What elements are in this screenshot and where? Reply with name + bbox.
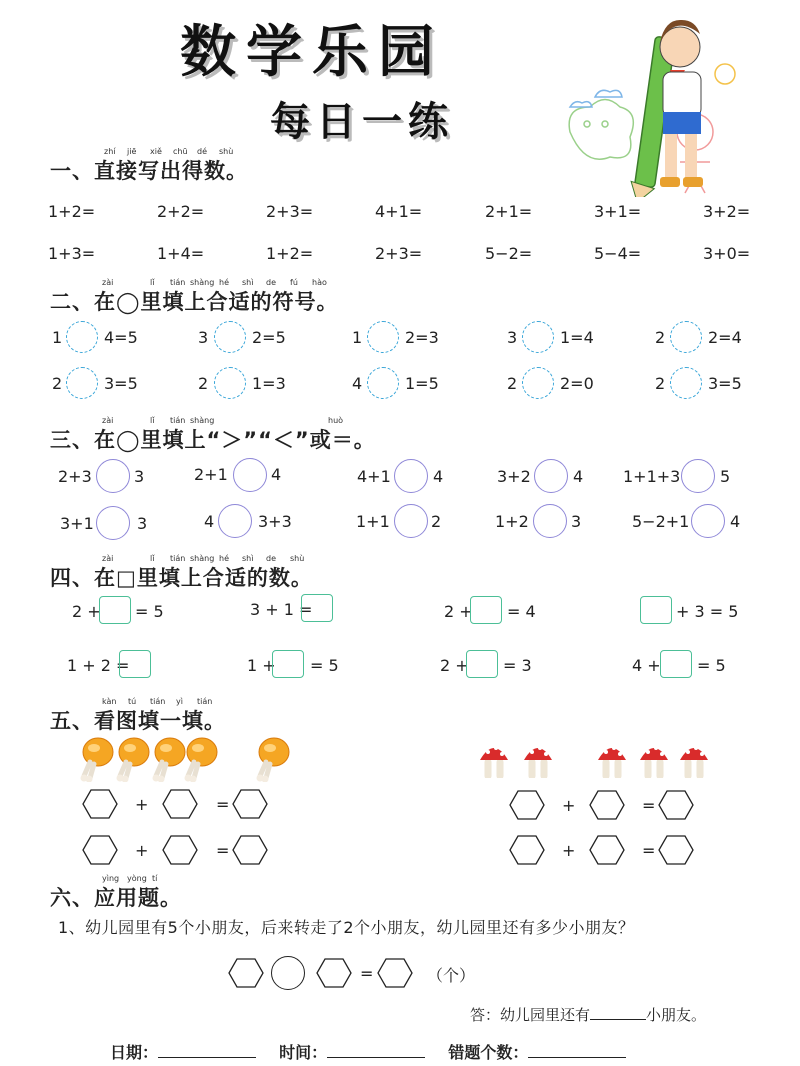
- compare-circle[interactable]: [394, 459, 428, 493]
- boy-with-pencil-illustration: [555, 12, 745, 197]
- hexagon-box[interactable]: [589, 835, 625, 865]
- operand: 4: [271, 465, 282, 484]
- equals-sign: =: [642, 841, 656, 860]
- operand: 4: [352, 374, 363, 393]
- operand: 4+1: [357, 467, 391, 486]
- operand: 1+2: [495, 512, 529, 531]
- operand: 2: [431, 512, 442, 531]
- operand: 2+1: [194, 465, 228, 484]
- answer-box[interactable]: [470, 596, 502, 624]
- hexagon-box[interactable]: [232, 835, 268, 865]
- problem: 4+1=: [375, 202, 423, 221]
- pinyin: dé: [197, 147, 207, 156]
- operand: 3: [198, 328, 209, 347]
- pinyin: xiě: [150, 147, 162, 156]
- date-field[interactable]: [158, 1057, 256, 1058]
- pinyin: tián: [170, 278, 186, 287]
- pinyin: huò: [328, 416, 344, 425]
- hexagon-box[interactable]: [509, 790, 545, 820]
- answer-circle[interactable]: [367, 321, 399, 353]
- pinyin: kàn: [102, 697, 117, 706]
- hexagon-box[interactable]: [658, 790, 694, 820]
- answer-box[interactable]: [301, 594, 333, 622]
- answer-circle[interactable]: [66, 367, 98, 399]
- mushroom-icon: [478, 738, 718, 778]
- operand: 3+3: [258, 512, 292, 531]
- compare-circle[interactable]: [534, 459, 568, 493]
- answer-blank[interactable]: [590, 1019, 646, 1020]
- operand: 3+2: [497, 467, 531, 486]
- operand: 2=0: [560, 374, 594, 393]
- pinyin: zài: [102, 416, 114, 425]
- problem: 2+1=: [485, 202, 533, 221]
- answer-box[interactable]: [466, 650, 498, 678]
- pinyin: lǐ: [150, 416, 155, 425]
- hexagon-box[interactable]: [162, 789, 198, 819]
- answer-circle[interactable]: [66, 321, 98, 353]
- answer-box[interactable]: [640, 596, 672, 624]
- answer-circle[interactable]: [522, 321, 554, 353]
- answer-prefix: 答：幼儿园里还有: [470, 1006, 591, 1024]
- problem: 3+1=: [594, 202, 642, 221]
- operand: 4=5: [104, 328, 138, 347]
- pinyin: shàng: [190, 278, 215, 287]
- pinyin: lǐ: [150, 278, 155, 287]
- answer-box[interactable]: [272, 650, 304, 678]
- operand: 5: [720, 467, 731, 486]
- page-title: 数学乐园: [180, 19, 444, 85]
- operand: 3: [571, 512, 582, 531]
- pinyin: shù: [290, 554, 305, 563]
- pinyin: lǐ: [150, 554, 155, 563]
- operand: 2=3: [405, 328, 439, 347]
- operand: 3: [507, 328, 518, 347]
- answer-suffix: 小朋友。: [646, 1006, 707, 1024]
- compare-circle[interactable]: [533, 504, 567, 538]
- operand: = 5: [135, 602, 164, 621]
- pinyin: shù: [219, 147, 234, 156]
- operand: 1: [352, 328, 363, 347]
- pinyin: zhí: [104, 147, 116, 156]
- equals-sign: =: [216, 841, 230, 860]
- hexagon-box[interactable]: [82, 835, 118, 865]
- footer: [110, 1040, 626, 1063]
- pinyin: zài: [102, 278, 114, 287]
- operand: 2 +: [444, 602, 473, 621]
- section-4-title: 四、在□里填上合适的数。: [50, 566, 313, 590]
- operand: 5−2+1: [632, 512, 690, 531]
- operand: 3=5: [104, 374, 138, 393]
- answer-line: [470, 1004, 706, 1025]
- problem: 1+4=: [157, 244, 205, 263]
- operand: 4 +: [632, 656, 661, 675]
- answer-circle[interactable]: [522, 367, 554, 399]
- error-count-label: 错题个数：: [448, 1043, 529, 1062]
- pinyin: shì: [242, 554, 254, 563]
- page-subtitle: 每日一练: [270, 98, 454, 145]
- pinyin: tián: [197, 697, 213, 706]
- operand: = 3: [503, 656, 532, 675]
- pinyin: yì: [176, 697, 183, 706]
- plus-sign: +: [562, 796, 576, 815]
- operand: 1=3: [252, 374, 286, 393]
- equals-sign: =: [360, 964, 374, 983]
- hexagon-box[interactable]: [509, 835, 545, 865]
- operand: 4: [730, 512, 741, 531]
- operand: 2 +: [440, 656, 469, 675]
- pinyin: tián: [170, 416, 186, 425]
- operand: 3+1: [60, 514, 94, 533]
- operand: 1+1: [356, 512, 390, 531]
- pinyin: tú: [128, 697, 137, 706]
- date-label: 日期：: [110, 1043, 159, 1062]
- operand: 1 +: [247, 656, 276, 675]
- section-3-title: 三、在◯里填上“＞”“＜”或＝。: [50, 428, 376, 452]
- section-6-title: 六、应用题。: [50, 886, 182, 910]
- operand: 2=5: [252, 328, 286, 347]
- answer-box[interactable]: [660, 650, 692, 678]
- operand: 2: [198, 374, 209, 393]
- problem: 3+2=: [703, 202, 751, 221]
- chicken-drumstick-icon: [80, 734, 300, 782]
- compare-circle[interactable]: [218, 504, 252, 538]
- pinyin: fú: [290, 278, 298, 287]
- pinyin: de: [266, 278, 276, 287]
- operand: 2 +: [72, 602, 101, 621]
- operand: = 5: [310, 656, 339, 675]
- pinyin: tí: [152, 874, 158, 883]
- compare-circle[interactable]: [96, 459, 130, 493]
- compare-circle[interactable]: [96, 506, 130, 540]
- operand: 1: [52, 328, 63, 347]
- word-problem: 1、幼儿园里有5个小朋友，后来转走了2个小朋友，幼儿园里还有多少小朋友？: [58, 918, 635, 937]
- pinyin: hào: [312, 278, 327, 287]
- pinyin: chū: [173, 147, 188, 156]
- pinyin: yìng: [102, 874, 120, 883]
- pinyin: hé: [219, 554, 229, 563]
- operand: 2+3: [58, 467, 92, 486]
- compare-circle[interactable]: [681, 459, 715, 493]
- hexagon-box[interactable]: [589, 790, 625, 820]
- equals-sign: =: [216, 795, 230, 814]
- pinyin: tián: [170, 554, 186, 563]
- operand: 4: [573, 467, 584, 486]
- hexagon-box[interactable]: [232, 789, 268, 819]
- operand: = 4: [507, 602, 536, 621]
- operand: 1+1+3: [623, 467, 681, 486]
- compare-circle[interactable]: [233, 458, 267, 492]
- problem: 3+0=: [703, 244, 751, 263]
- pinyin: yòng: [127, 874, 147, 883]
- problem: 2+3=: [375, 244, 423, 263]
- equals-sign: =: [642, 796, 656, 815]
- unit-label: （个）: [427, 966, 476, 985]
- pinyin: shàng: [190, 554, 215, 563]
- problem: 1+2=: [266, 244, 314, 263]
- hexagon-box[interactable]: [377, 958, 413, 988]
- section-5-title: 五、看图填一填。: [50, 709, 226, 733]
- answer-circle[interactable]: [214, 321, 246, 353]
- pinyin: jiē: [127, 147, 137, 156]
- answer-circle[interactable]: [670, 367, 702, 399]
- hexagon-box[interactable]: [228, 958, 264, 988]
- problem: 5−4=: [594, 244, 642, 263]
- compare-circle[interactable]: [394, 504, 428, 538]
- plus-sign: +: [562, 841, 576, 860]
- operand: + 3 = 5: [676, 602, 739, 621]
- pinyin: hé: [219, 278, 229, 287]
- compare-circle[interactable]: [691, 504, 725, 538]
- section-2-title: 二、在◯里填上合适的符号。: [50, 290, 339, 314]
- operator-circle[interactable]: [271, 956, 305, 990]
- problem: 1+3=: [48, 244, 96, 263]
- plus-sign: +: [135, 795, 149, 814]
- operand: 2: [507, 374, 518, 393]
- time-field[interactable]: [327, 1057, 425, 1058]
- operand: 3=5: [708, 374, 742, 393]
- answer-circle[interactable]: [367, 367, 399, 399]
- operand: 1=4: [560, 328, 594, 347]
- error-count-field[interactable]: [528, 1057, 626, 1058]
- operand: 2=4: [708, 328, 742, 347]
- operand: 3: [134, 467, 145, 486]
- answer-circle[interactable]: [670, 321, 702, 353]
- problem: 1+2=: [48, 202, 96, 221]
- plus-sign: +: [135, 841, 149, 860]
- problem: 2+2=: [157, 202, 205, 221]
- pinyin: shàng: [190, 416, 215, 425]
- operand: 3 + 1 =: [250, 600, 313, 619]
- pinyin: shì: [242, 278, 254, 287]
- time-label: 时间：: [279, 1043, 328, 1062]
- answer-box[interactable]: [119, 650, 151, 678]
- hexagon-box[interactable]: [658, 835, 694, 865]
- pinyin: de: [266, 554, 276, 563]
- hexagon-box[interactable]: [316, 958, 352, 988]
- operand: = 5: [697, 656, 726, 675]
- operand: 2: [655, 328, 666, 347]
- hexagon-box[interactable]: [82, 789, 118, 819]
- operand: 1=5: [405, 374, 439, 393]
- operand: 4: [204, 512, 215, 531]
- section-1-title: 一、直接写出得数。: [50, 159, 248, 183]
- problem: 5−2=: [485, 244, 533, 263]
- pinyin: tián: [150, 697, 166, 706]
- operand: 3: [137, 514, 148, 533]
- operand: 2: [52, 374, 63, 393]
- hexagon-box[interactable]: [162, 835, 198, 865]
- operand: 4: [433, 467, 444, 486]
- answer-circle[interactable]: [214, 367, 246, 399]
- pinyin: zài: [102, 554, 114, 563]
- answer-box[interactable]: [99, 596, 131, 624]
- problem: 2+3=: [266, 202, 314, 221]
- operand: 1 + 2 =: [67, 656, 130, 675]
- operand: 2: [655, 374, 666, 393]
